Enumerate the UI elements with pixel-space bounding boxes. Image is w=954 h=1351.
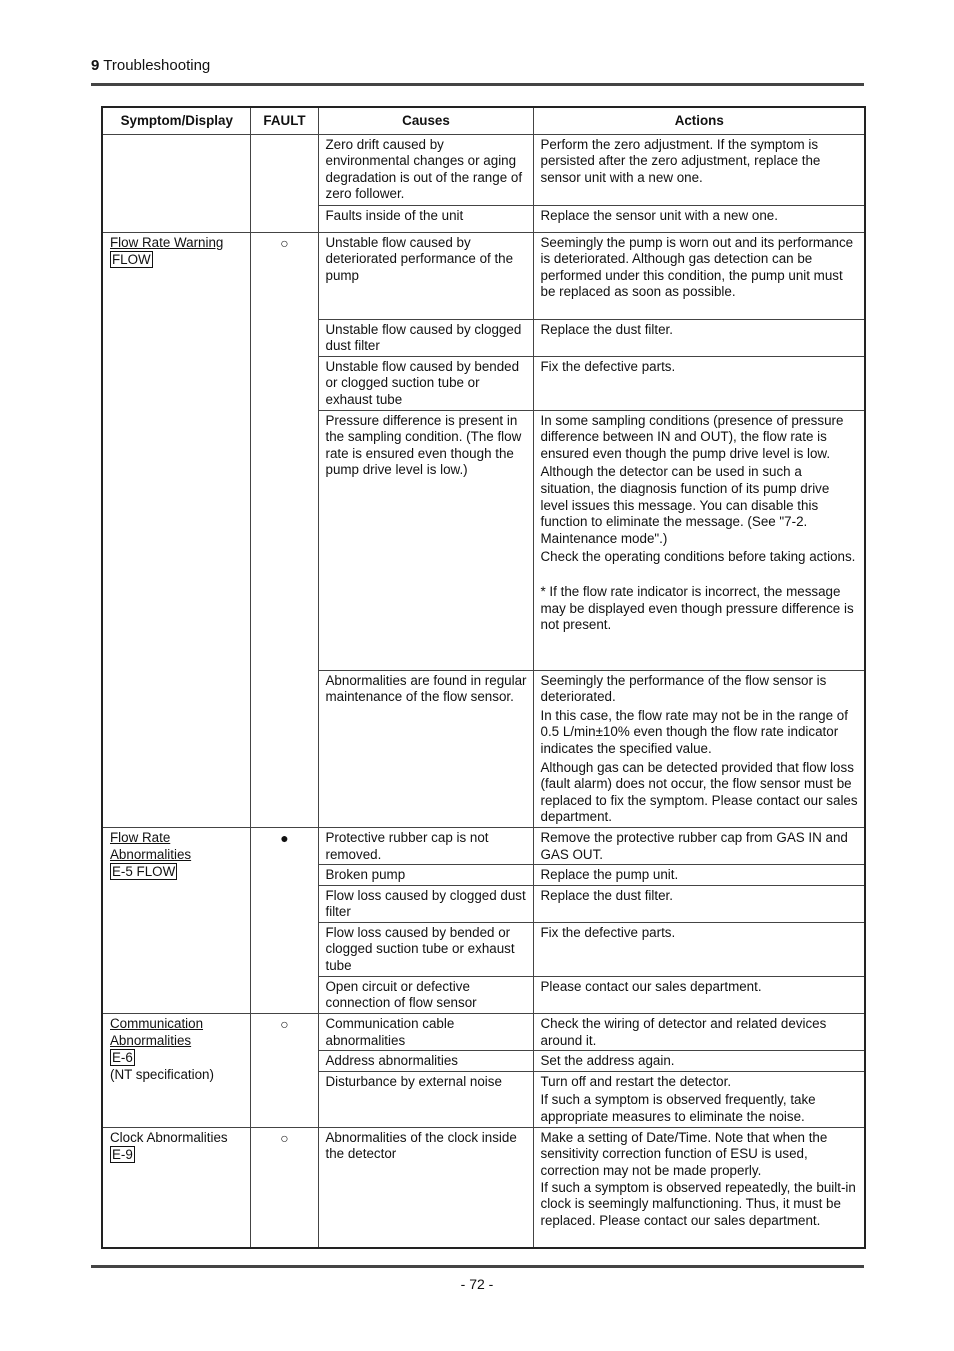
action-cell: Replace the sensor unit with a new one.: [533, 205, 865, 232]
action-cell: [533, 670, 865, 827]
cause-cell: Abnormalities of the clock inside the detector: [318, 1127, 533, 1248]
col-symptom: Symptom/Display: [102, 107, 250, 134]
symptom-label: Abnormalities: [110, 1032, 192, 1048]
page-number: - 72 -: [460, 1276, 494, 1292]
cause-cell: Abnormalities are found in regular maintenance of the flow sensor.: [318, 670, 533, 827]
action-cell: Replace the dust filter.: [533, 885, 865, 922]
symptom-label: Flow Rate: [110, 829, 171, 845]
action-text: Although the detector can be used in such a situation, the diagnosis function of its pump drive level issues this message. You can disable this function to eliminate the message. (See "7-2. Maintenance mode".): [540, 464, 830, 546]
action-text: Check the operating conditions before taking actions.: [540, 549, 856, 565]
action-cell: [533, 1127, 865, 1248]
symptom-cell: [102, 134, 250, 232]
symptom-label: Communication: [110, 1016, 204, 1032]
display-code: FLOW: [112, 252, 151, 268]
action-cell: Replace the dust filter.: [533, 319, 865, 356]
action-cell: Set the address again.: [533, 1051, 865, 1072]
cause-cell: Protective rubber cap is not removed.: [318, 827, 533, 864]
cause-cell: Flow loss caused by bended or clogged suction tube or exhaust tube: [318, 922, 533, 976]
action-cell: [533, 410, 865, 670]
cause-cell: Faults inside of the unit: [318, 205, 533, 232]
fault-indicator: ●: [250, 827, 318, 1013]
display-code: E-9: [112, 1147, 133, 1163]
action-text: Seemingly the performance of the flow sensor is deteriorated.: [540, 672, 827, 705]
action-cell: Perform the zero adjustment. If the symptom is persisted after the zero adjustment, replace the sensor unit with a new one.: [533, 134, 865, 205]
symptom-label: Abnormalities: [110, 846, 192, 862]
fault-indicator: ○: [250, 1127, 318, 1248]
symptom-cell: [102, 1127, 250, 1248]
action-cell: Please contact our sales department.: [533, 976, 865, 1013]
page-header: [91, 57, 210, 74]
cause-cell: Broken pump: [318, 865, 533, 886]
symptom-note: (NT specification): [110, 1066, 214, 1082]
symptom-label: Flow Rate Warning: [110, 234, 224, 250]
action-text: Turn off and restart the detector.: [540, 1073, 732, 1089]
action-cell: Replace the pump unit.: [533, 865, 865, 886]
action-cell: [533, 1071, 865, 1127]
table-row: [102, 134, 865, 205]
troubleshooting-table: [101, 106, 866, 1249]
table-row: [102, 827, 865, 864]
symptom-cell: [102, 232, 250, 827]
action-text: If such a symptom is observed frequently, take appropriate measures to eliminate the noise.: [540, 1092, 816, 1125]
col-fault: FAULT: [250, 107, 318, 134]
action-cell: Fix the defective parts.: [533, 356, 865, 410]
cause-cell: Pressure difference is present in the sampling condition. (The flow rate is ensured even though the pump drive level is low.): [318, 410, 533, 670]
col-causes: Causes: [318, 107, 533, 134]
table-row: [102, 232, 865, 319]
action-text: If such a symptom is observed repeatedly, the built-in clock is seemingly malfunctioning. Thus, it must be replaced. Please contact our sales department.: [540, 1179, 856, 1228]
cause-cell: Communication cable abnormalities: [318, 1014, 533, 1051]
action-cell: Seemingly the pump is worn out and its performance is deteriorated. Although gas detection can be performed under this condition, the pump unit must be replaced as soon as possible.: [533, 232, 865, 319]
cause-cell: Zero drift caused by environmental changes or aging degradation is out of the range of zero follower.: [318, 134, 533, 205]
action-cell: Check the wiring of detector and related devices around it.: [533, 1014, 865, 1051]
cause-cell: Address abnormalities: [318, 1051, 533, 1072]
cause-cell: Flow loss caused by clogged dust filter: [318, 885, 533, 922]
chapter-number: 9: [91, 57, 100, 74]
action-text: In some sampling conditions (presence of pressure difference between IN and OUT), the flow rate is ensured even though the pump drive level is low.: [540, 412, 844, 461]
cause-cell: Unstable flow caused by deteriorated performance of the pump: [318, 232, 533, 319]
col-actions: Actions: [533, 107, 865, 134]
chapter-title: Troubleshooting: [103, 57, 211, 74]
cause-cell: Open circuit or defective connection of flow sensor: [318, 976, 533, 1013]
action-note: * If the flow rate indicator is incorrect, the message may be displayed even though pressure difference is not present.: [540, 583, 854, 633]
action-cell: Remove the protective rubber cap from GAS IN and GAS OUT.: [533, 827, 865, 864]
table-row: [102, 1014, 865, 1051]
table-row: [102, 1127, 865, 1248]
cause-cell: Unstable flow caused by clogged dust filter: [318, 319, 533, 356]
symptom-label: Clock Abnormalities: [110, 1129, 228, 1145]
symptom-cell: [102, 1014, 250, 1128]
fault-cell: [250, 134, 318, 232]
display-code: E-5 FLOW: [112, 864, 176, 880]
action-text: Although gas can be detected provided that flow loss (fault alarm) does not occur, the flow sensor must be replaced to fix the symptom. Please contact our sales department.: [540, 759, 858, 825]
action-text: Make a setting of Date/Time. Note that when the sensitivity correction function of ESU is used, correction may not be made properly.: [540, 1129, 828, 1179]
symptom-cell: [102, 827, 250, 1013]
display-code: E-6: [112, 1050, 133, 1066]
cause-cell: Unstable flow caused by bended or clogged suction tube or exhaust tube: [318, 356, 533, 410]
footer-rule: [91, 1265, 864, 1268]
cause-cell: Disturbance by external noise: [318, 1071, 533, 1127]
fault-indicator: ○: [250, 232, 318, 827]
fault-indicator: ○: [250, 1014, 318, 1128]
action-text: In this case, the flow rate may not be in the range of 0.5 L/min±10% even though the flow rate indicator indicates the specified value.: [540, 707, 848, 756]
header-rule: [91, 83, 864, 86]
action-cell: Fix the defective parts.: [533, 922, 865, 976]
table-header-row: [102, 107, 865, 134]
